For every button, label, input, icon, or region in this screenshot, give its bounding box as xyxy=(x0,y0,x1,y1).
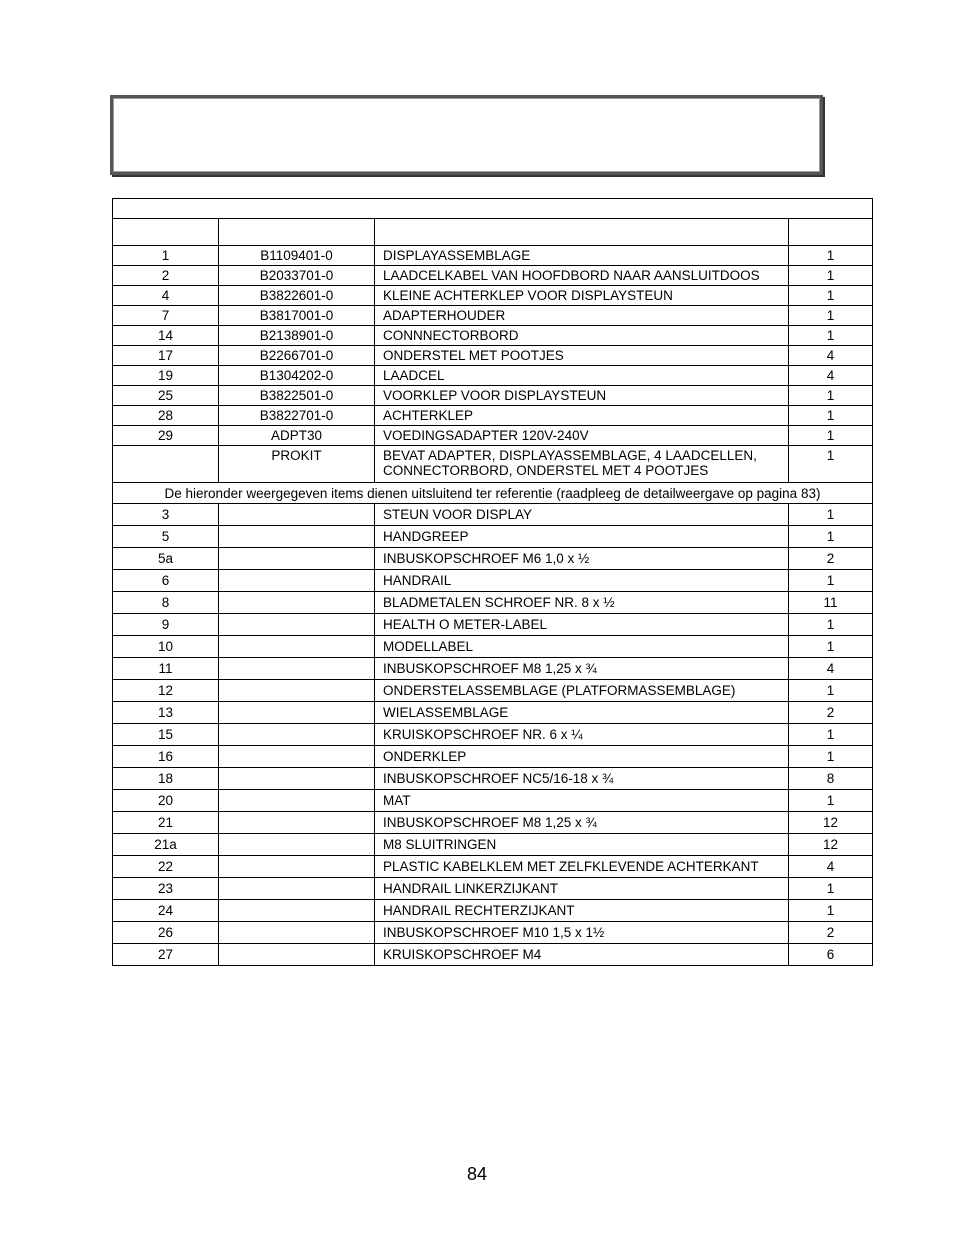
table-row xyxy=(113,790,873,812)
reference-note: De hieronder weergegeven items dienen uitsluitend ter referentie (raadpleeg de detailweergave op pagina 83) xyxy=(113,483,873,504)
table-row xyxy=(113,366,873,386)
quantity-cell: 2 xyxy=(789,548,873,570)
table-row xyxy=(113,592,873,614)
ref-cell: 20 xyxy=(113,790,219,812)
table-row xyxy=(113,636,873,658)
description-cell: WIELASSEMBLAGE xyxy=(375,702,789,724)
part-number-cell: B3822701-0 xyxy=(219,406,375,426)
description-cell: INBUSKOPSCHROEF M8 1,25 x ¾ xyxy=(375,658,789,680)
quantity-cell: 1 xyxy=(789,266,873,286)
ref-cell: 18 xyxy=(113,768,219,790)
ref-cell: 24 xyxy=(113,900,219,922)
part-number-cell xyxy=(219,526,375,548)
table-row xyxy=(113,266,873,286)
header-quantity-cell xyxy=(789,219,873,246)
ref-cell: 13 xyxy=(113,702,219,724)
ref-cell: 29 xyxy=(113,426,219,446)
quantity-cell: 4 xyxy=(789,856,873,878)
ref-cell: 14 xyxy=(113,326,219,346)
table-row xyxy=(113,326,873,346)
quantity-cell: 1 xyxy=(789,446,873,483)
quantity-cell: 1 xyxy=(789,246,873,266)
ref-cell: 11 xyxy=(113,658,219,680)
table-row xyxy=(113,900,873,922)
ref-cell: 2 xyxy=(113,266,219,286)
description-cell: M8 SLUITRINGEN xyxy=(375,834,789,856)
description-cell: HANDGREEP xyxy=(375,526,789,548)
description-cell: VOEDINGSADAPTER 120V-240V xyxy=(375,426,789,446)
part-number-cell: ADPT30 xyxy=(219,426,375,446)
description-cell xyxy=(375,446,789,483)
description-cell: BLADMETALEN SCHROEF NR. 8 x ½ xyxy=(375,592,789,614)
part-number-cell xyxy=(219,922,375,944)
quantity-cell: 1 xyxy=(789,636,873,658)
part-number-cell: B3822601-0 xyxy=(219,286,375,306)
part-number-cell xyxy=(219,592,375,614)
table-row xyxy=(113,406,873,426)
description-line: BEVAT ADAPTER, DISPLAYASSEMBLAGE, 4 LAADCELLEN, xyxy=(383,448,757,463)
table-title-row xyxy=(113,199,873,219)
part-number-cell xyxy=(219,812,375,834)
description-cell: DISPLAYASSEMBLAGE xyxy=(375,246,789,266)
part-number-cell xyxy=(219,724,375,746)
ref-cell: 16 xyxy=(113,746,219,768)
description-cell: ACHTERKLEP xyxy=(375,406,789,426)
part-number-cell: B2266701-0 xyxy=(219,346,375,366)
quantity-cell: 1 xyxy=(789,878,873,900)
table-row xyxy=(113,856,873,878)
table-row xyxy=(113,570,873,592)
ref-cell: 15 xyxy=(113,724,219,746)
description-cell: ONDERKLEP xyxy=(375,746,789,768)
description-cell: INBUSKOPSCHROEF M8 1,25 x ¾ xyxy=(375,812,789,834)
table-row xyxy=(113,724,873,746)
ref-cell: 9 xyxy=(113,614,219,636)
table-row xyxy=(113,306,873,326)
quantity-cell: 1 xyxy=(789,406,873,426)
description-cell: LAADCELKABEL VAN HOOFDBORD NAAR AANSLUITDOOS xyxy=(375,266,789,286)
quantity-cell: 6 xyxy=(789,944,873,966)
ref-cell: 7 xyxy=(113,306,219,326)
table-row xyxy=(113,386,873,406)
description-cell: MAT xyxy=(375,790,789,812)
table-row xyxy=(113,504,873,526)
table-row xyxy=(113,702,873,724)
part-number-cell: B2138901-0 xyxy=(219,326,375,346)
ref-cell: 10 xyxy=(113,636,219,658)
part-number-cell xyxy=(219,614,375,636)
part-number-cell: B1304202-0 xyxy=(219,366,375,386)
description-cell: HANDRAIL LINKERZIJKANT xyxy=(375,878,789,900)
description-cell: HANDRAIL RECHTERZIJKANT xyxy=(375,900,789,922)
ref-cell: 12 xyxy=(113,680,219,702)
part-number-cell xyxy=(219,790,375,812)
table-row xyxy=(113,812,873,834)
header-description-cell xyxy=(375,219,789,246)
description-cell: VOORKLEP VOOR DISPLAYSTEUN xyxy=(375,386,789,406)
quantity-cell: 1 xyxy=(789,306,873,326)
quantity-cell: 2 xyxy=(789,922,873,944)
table-row xyxy=(113,446,873,483)
part-number-cell xyxy=(219,856,375,878)
table-row xyxy=(113,680,873,702)
table-row xyxy=(113,658,873,680)
description-line: CONNECTORBORD, ONDERSTEL MET 4 POOTJES xyxy=(383,463,709,478)
part-number-cell xyxy=(219,548,375,570)
quantity-cell: 1 xyxy=(789,570,873,592)
ref-cell: 26 xyxy=(113,922,219,944)
table-row xyxy=(113,346,873,366)
quantity-cell: 4 xyxy=(789,658,873,680)
part-number-cell xyxy=(219,504,375,526)
ref-cell: 19 xyxy=(113,366,219,386)
ref-cell: 8 xyxy=(113,592,219,614)
description-cell: HEALTH O METER-LABEL xyxy=(375,614,789,636)
ref-cell: 28 xyxy=(113,406,219,426)
table-row xyxy=(113,548,873,570)
description-cell: INBUSKOPSCHROEF NC5/16-18 x ¾ xyxy=(375,768,789,790)
quantity-cell: 8 xyxy=(789,768,873,790)
table-row xyxy=(113,614,873,636)
ref-cell: 23 xyxy=(113,878,219,900)
quantity-cell: 4 xyxy=(789,366,873,386)
title-box xyxy=(110,95,823,175)
quantity-cell: 1 xyxy=(789,286,873,306)
quantity-cell: 1 xyxy=(789,746,873,768)
part-number-cell: B2033701-0 xyxy=(219,266,375,286)
part-number-cell xyxy=(219,636,375,658)
quantity-cell: 12 xyxy=(789,812,873,834)
part-number-cell xyxy=(219,570,375,592)
table-row xyxy=(113,246,873,266)
part-number-cell xyxy=(219,702,375,724)
quantity-cell: 11 xyxy=(789,592,873,614)
part-number-cell xyxy=(219,768,375,790)
table-row xyxy=(113,878,873,900)
ref-cell: 25 xyxy=(113,386,219,406)
description-cell: KRUISKOPSCHROEF M4 xyxy=(375,944,789,966)
table-row xyxy=(113,286,873,306)
description-cell: STEUN VOOR DISPLAY xyxy=(375,504,789,526)
description-cell: HANDRAIL xyxy=(375,570,789,592)
description-cell: ONDERSTELASSEMBLAGE (PLATFORMASSEMBLAGE) xyxy=(375,680,789,702)
ref-cell: 27 xyxy=(113,944,219,966)
ref-cell: 22 xyxy=(113,856,219,878)
description-cell: LAADCEL xyxy=(375,366,789,386)
table-row xyxy=(113,768,873,790)
part-number-cell xyxy=(219,680,375,702)
part-number-cell xyxy=(219,944,375,966)
description-cell: KRUISKOPSCHROEF NR. 6 x ¼ xyxy=(375,724,789,746)
description-cell: MODELLABEL xyxy=(375,636,789,658)
quantity-cell: 1 xyxy=(789,386,873,406)
part-number-cell xyxy=(219,834,375,856)
quantity-cell: 1 xyxy=(789,614,873,636)
quantity-cell: 4 xyxy=(789,346,873,366)
quantity-cell: 1 xyxy=(789,504,873,526)
table-header-row xyxy=(113,219,873,246)
part-number-cell: B3817001-0 xyxy=(219,306,375,326)
header-ref-cell xyxy=(113,219,219,246)
description-cell: KLEINE ACHTERKLEP VOOR DISPLAYSTEUN xyxy=(375,286,789,306)
quantity-cell: 1 xyxy=(789,790,873,812)
ref-cell: 6 xyxy=(113,570,219,592)
ref-cell: 5 xyxy=(113,526,219,548)
quantity-cell: 1 xyxy=(789,680,873,702)
table-row xyxy=(113,922,873,944)
quantity-cell: 1 xyxy=(789,526,873,548)
description-cell: CONNNECTORBORD xyxy=(375,326,789,346)
reference-note-row xyxy=(113,483,873,504)
parts-list-table xyxy=(112,198,873,966)
part-number-cell xyxy=(219,746,375,768)
table-row xyxy=(113,834,873,856)
quantity-cell: 2 xyxy=(789,702,873,724)
ref-cell: 1 xyxy=(113,246,219,266)
table-row xyxy=(113,426,873,446)
description-cell: ONDERSTEL MET POOTJES xyxy=(375,346,789,366)
ref-cell xyxy=(113,446,219,483)
part-number-cell xyxy=(219,900,375,922)
quantity-cell: 1 xyxy=(789,900,873,922)
ref-cell: 4 xyxy=(113,286,219,306)
part-number-cell xyxy=(219,878,375,900)
quantity-cell: 1 xyxy=(789,724,873,746)
ref-cell: 21a xyxy=(113,834,219,856)
description-cell: INBUSKOPSCHROEF M10 1,5 x 1½ xyxy=(375,922,789,944)
quantity-cell: 12 xyxy=(789,834,873,856)
table-row xyxy=(113,746,873,768)
ref-cell: 17 xyxy=(113,346,219,366)
description-cell: ADAPTERHOUDER xyxy=(375,306,789,326)
table-row xyxy=(113,944,873,966)
quantity-cell: 1 xyxy=(789,326,873,346)
description-cell: INBUSKOPSCHROEF M6 1,0 x ½ xyxy=(375,548,789,570)
ref-cell: 5a xyxy=(113,548,219,570)
ref-cell: 21 xyxy=(113,812,219,834)
table-row xyxy=(113,526,873,548)
part-number-cell: B3822501-0 xyxy=(219,386,375,406)
quantity-cell: 1 xyxy=(789,426,873,446)
part-number-cell: B1109401-0 xyxy=(219,246,375,266)
page-number: 84 xyxy=(466,1164,488,1184)
part-number-cell xyxy=(219,658,375,680)
part-number-cell: PROKIT xyxy=(219,446,375,483)
header-part-number-cell xyxy=(219,219,375,246)
ref-cell: 3 xyxy=(113,504,219,526)
description-cell: PLASTIC KABELKLEM MET ZELFKLEVENDE ACHTERKANT xyxy=(375,856,789,878)
